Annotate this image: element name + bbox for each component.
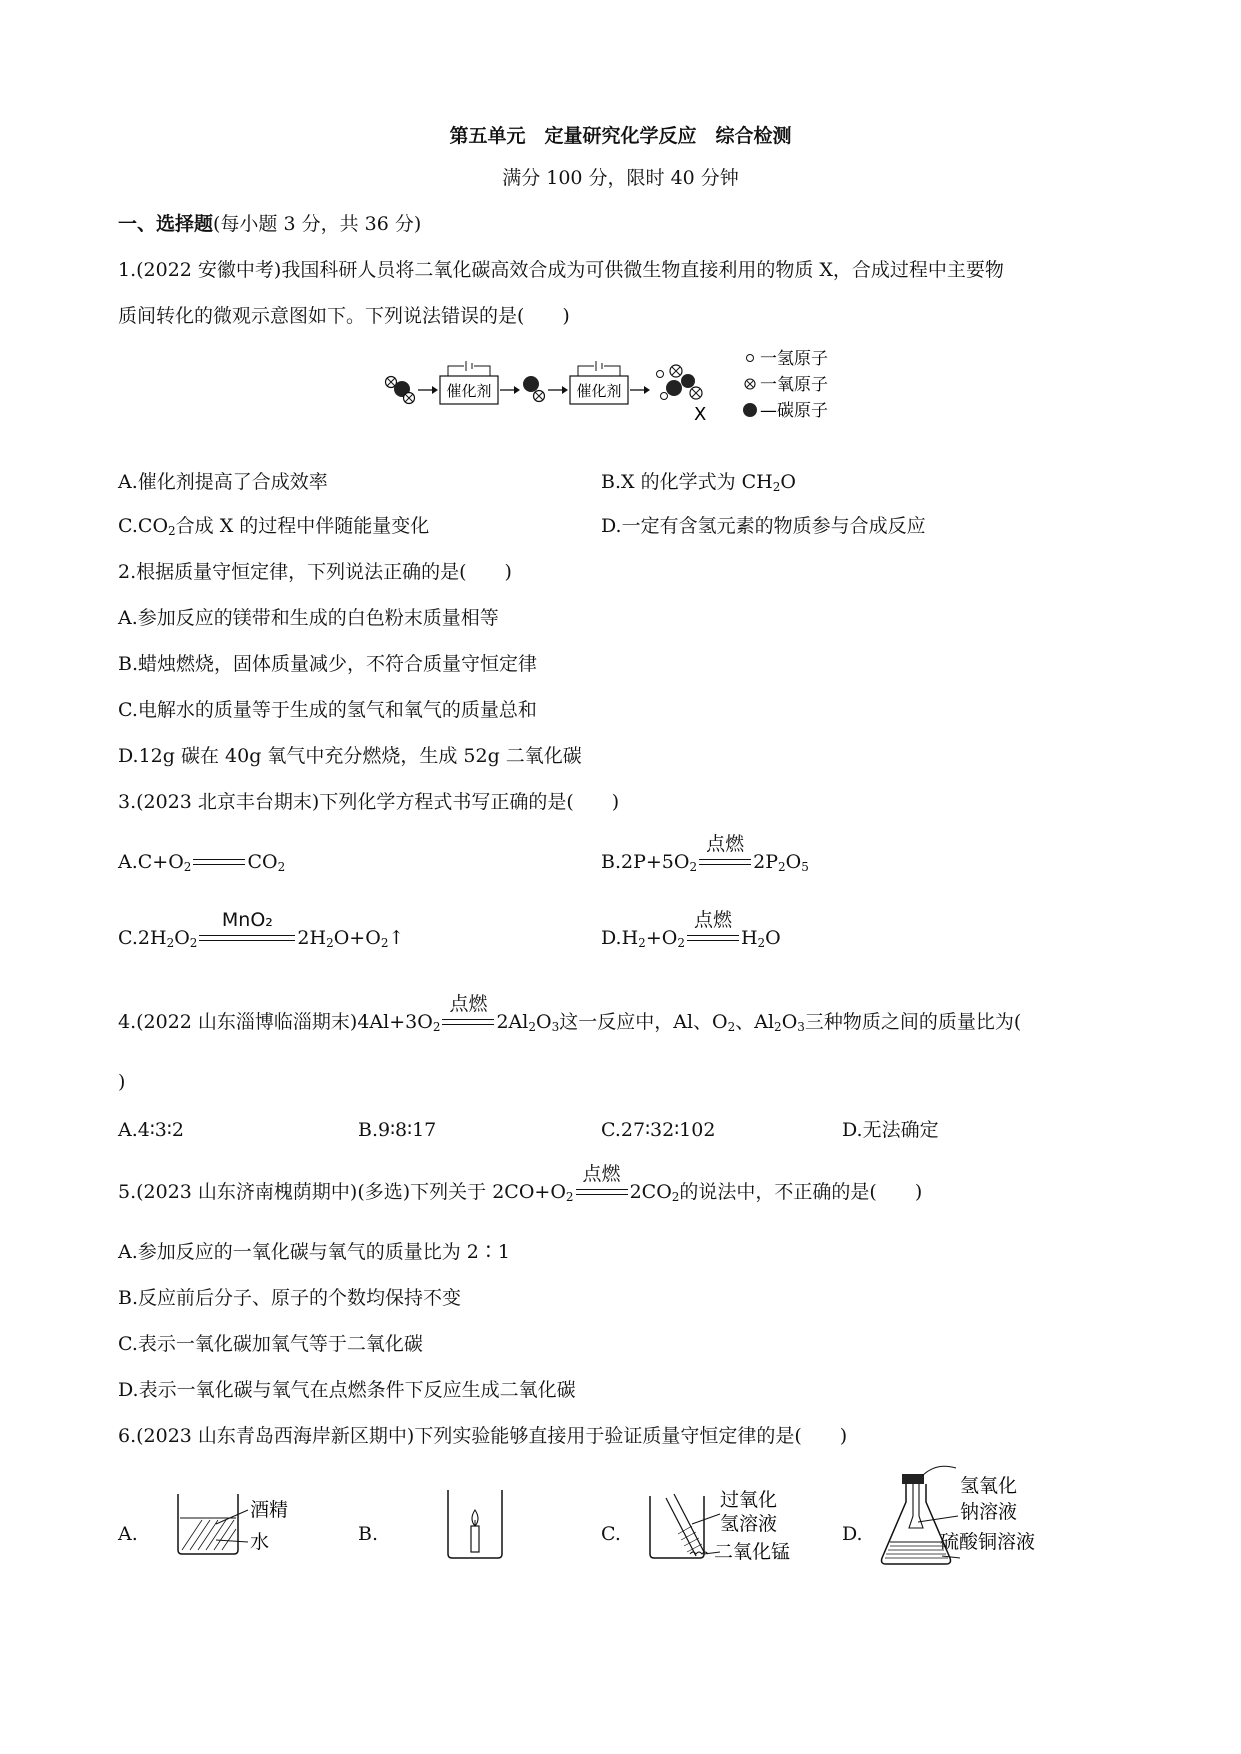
- label-cuso4: 硫酸铜溶液: [940, 1531, 1036, 1553]
- q3-stem: 3.(2023 北京丰台期末)下列化学方程式书写正确的是( ): [118, 791, 620, 813]
- condition-burn: 点燃: [693, 909, 732, 931]
- q3-c-left2: O: [174, 927, 190, 949]
- q4-option-b[interactable]: B.9∶8∶17: [358, 1119, 437, 1141]
- equals-sign: [193, 858, 245, 868]
- q4-stem: 4.(2022 山东淄博临淄期末)$4Al+3O_2$ 点燃 $2Al_2O_3$这一反应中，Al、$O_2$、$Al_2O_3$三种物质之间的质量比为(: [118, 993, 1022, 1034]
- q6-stem: 6.(2023 山东青岛西海岸新区期中)下列实验能够直接用于验证质量守恒定律的是( ): [118, 1425, 848, 1447]
- q3-a-left: A.C+O: [118, 851, 184, 873]
- q5-end: 的说法中，不正确的是( ): [679, 1181, 923, 1203]
- q4-r1: 2Al: [496, 1011, 529, 1033]
- label-naoh-1: 氢氧化: [960, 1475, 1018, 1497]
- label-naoh-2: 钠溶液: [960, 1501, 1018, 1523]
- q1-b-sub: 2: [772, 480, 781, 494]
- q4-pre: 4.(2022 山东淄博临淄期末)4Al+3O: [118, 1011, 433, 1033]
- q3-c-left1: C.2H: [118, 927, 167, 949]
- label-mno2: 二氧化锰: [714, 1541, 791, 1562]
- q5-r1: 2CO: [629, 1181, 672, 1203]
- beaker-c-figure: [648, 1486, 808, 1562]
- q4-mid2: 、Al: [735, 1011, 775, 1033]
- flask-d-figure: [876, 1460, 1056, 1570]
- reaction-arrow: [576, 1163, 628, 1198]
- q5-stem: 5.(2023 山东济南槐荫期中)(多选)下列关于 $2CO+O_2$ 点燃 $2CO_2$的说法中，不正确的是( ): [118, 1163, 923, 1204]
- q3-c-right2: O+O: [333, 927, 381, 949]
- gas-arrow: ↑: [388, 927, 405, 949]
- q4-mid: 这一反应中，Al、O: [559, 1011, 728, 1033]
- q1-c-post: 合成 X 的过程中伴随能量变化: [175, 515, 430, 537]
- q4-mid3: O: [781, 1011, 798, 1033]
- condition-mno2: MnO₂: [221, 909, 273, 931]
- reaction-arrow: [442, 993, 494, 1028]
- q6-option-c[interactable]: C.: [601, 1523, 621, 1545]
- q3-c-right1: 2H: [297, 927, 327, 949]
- q3-b-left: B.2P+5O: [601, 851, 690, 873]
- beaker-a-figure: [176, 1488, 326, 1558]
- q3-d-left2: +O: [645, 927, 678, 949]
- section-head: 一、选择题: [118, 213, 214, 235]
- q6-option-b[interactable]: B.: [358, 1523, 379, 1545]
- q1-option-d[interactable]: D.一定有含氢元素的物质参与合成反应: [601, 515, 926, 537]
- beaker-b-candle: [446, 1486, 506, 1560]
- q1-b-pre: B.X 的化学式为 CH: [601, 471, 773, 493]
- q5-pre: 5.(2023 山东济南槐荫期中)(多选)下列关于 2CO+O: [118, 1181, 566, 1203]
- section-note: (每小题 3 分，共 36 分): [213, 213, 422, 235]
- label-h2o2-1: 过氧化: [720, 1489, 778, 1511]
- q3-b-right1: 2P: [753, 851, 778, 873]
- q1-diagram: [378, 346, 878, 424]
- page-subtitle: 满分 100 分，限时 40 分钟: [502, 167, 739, 189]
- q2-option-c[interactable]: C.电解水的质量等于生成的氢气和氧气的质量总和: [118, 699, 537, 721]
- q6-option-d[interactable]: D.: [842, 1523, 863, 1545]
- q1-b-post: O: [780, 471, 796, 493]
- label-alcohol: 酒精: [250, 1499, 289, 1521]
- condition-burn: 点燃: [449, 993, 488, 1015]
- q1-option-b[interactable]: [601, 470, 796, 494]
- x-molecule: [657, 365, 703, 400]
- q1-stem-line1: 1.(2022 安徽中考)我国科研人员将二氧化碳高效合成为可供微生物直接利用的物质 X，合成过程中主要物: [118, 259, 1004, 281]
- q1-c-pre: C.CO: [118, 515, 169, 537]
- q3-option-c[interactable]: $C.2H_2O_2$ MnO₂ $2H_2O+O_2↑$: [118, 909, 405, 950]
- q3-option-a[interactable]: $A.C+O_2$ $CO_2$: [118, 851, 286, 874]
- co-molecule: [523, 376, 545, 402]
- co2-molecule: [386, 377, 415, 404]
- q3-option-b[interactable]: $B.2P+5O_2$ 点燃 $2P_2O_5$: [601, 833, 809, 874]
- q1-option-a[interactable]: A.催化剂提高了合成效率: [118, 471, 328, 493]
- q3-b-right2: O: [785, 851, 802, 873]
- section-heading: [118, 212, 421, 236]
- q5-option-d[interactable]: D.表示一氧化碳与氧气在点燃条件下反应生成二氧化碳: [118, 1379, 576, 1401]
- x-label: X: [694, 404, 707, 424]
- catalyst-box-1: 催化剂: [446, 382, 492, 400]
- q2-option-a[interactable]: A.参加反应的镁带和生成的白色粉末质量相等: [118, 607, 499, 629]
- q4-option-a[interactable]: A.4∶3∶2: [118, 1119, 184, 1141]
- q4-option-d[interactable]: D.无法确定: [842, 1119, 939, 1141]
- q4-end: 三种物质之间的质量比为(: [804, 1011, 1022, 1033]
- q3-option-d[interactable]: $D.H_2+O_2$ 点燃 $H_2O$: [601, 909, 781, 950]
- legend-hydrogen: 一氢原子: [760, 349, 828, 369]
- q4-r2: O: [536, 1011, 552, 1033]
- q5-option-c[interactable]: C.表示一氧化碳加氧气等于二氧化碳: [118, 1333, 423, 1355]
- q2-stem: 2.根据质量守恒定律，下列说法正确的是( ): [118, 561, 512, 583]
- q5-option-a[interactable]: A.参加反应的一氧化碳与氧气的质量比为 2∶1: [118, 1241, 510, 1263]
- q4-option-c[interactable]: C.27∶32∶102: [601, 1119, 716, 1141]
- q4-close: ): [118, 1071, 126, 1093]
- label-h2o2-2: 氢溶液: [720, 1513, 778, 1535]
- q1-option-c[interactable]: [118, 514, 429, 538]
- legend-oxygen: 一氧原子: [760, 375, 828, 395]
- reaction-arrow: [199, 909, 295, 944]
- q2-option-b[interactable]: B.蜡烛燃烧，固体质量减少，不符合质量守恒定律: [118, 653, 538, 675]
- reaction-arrow: [699, 833, 751, 868]
- q3-a-right: CO: [247, 851, 278, 873]
- q6-option-a[interactable]: A.: [118, 1523, 138, 1545]
- label-water: 水: [250, 1531, 270, 1553]
- q2-option-d[interactable]: D.12g 碳在 40g 氧气中充分燃烧，生成 52g 二氧化碳: [118, 745, 582, 767]
- q3-d-left1: D.H: [601, 927, 639, 949]
- reaction-arrow: [687, 909, 739, 944]
- page-title: 第五单元 定量研究化学反应 综合检测: [449, 125, 792, 147]
- q3-d-right1: H: [740, 927, 758, 949]
- q3-d-right2: O: [765, 927, 781, 949]
- q1-c-sub: 2: [168, 524, 176, 538]
- q1-stem-line2: 质间转化的微观示意图如下。下列说法错误的是( ): [118, 305, 570, 327]
- condition-burn: 点燃: [706, 833, 745, 855]
- q5-option-b[interactable]: B.反应前后分子、原子的个数均保持不变: [118, 1287, 462, 1309]
- legend-carbon: —碳原子: [760, 401, 828, 421]
- condition-burn: 点燃: [582, 1163, 621, 1185]
- catalyst-box-2: 催化剂: [576, 382, 622, 400]
